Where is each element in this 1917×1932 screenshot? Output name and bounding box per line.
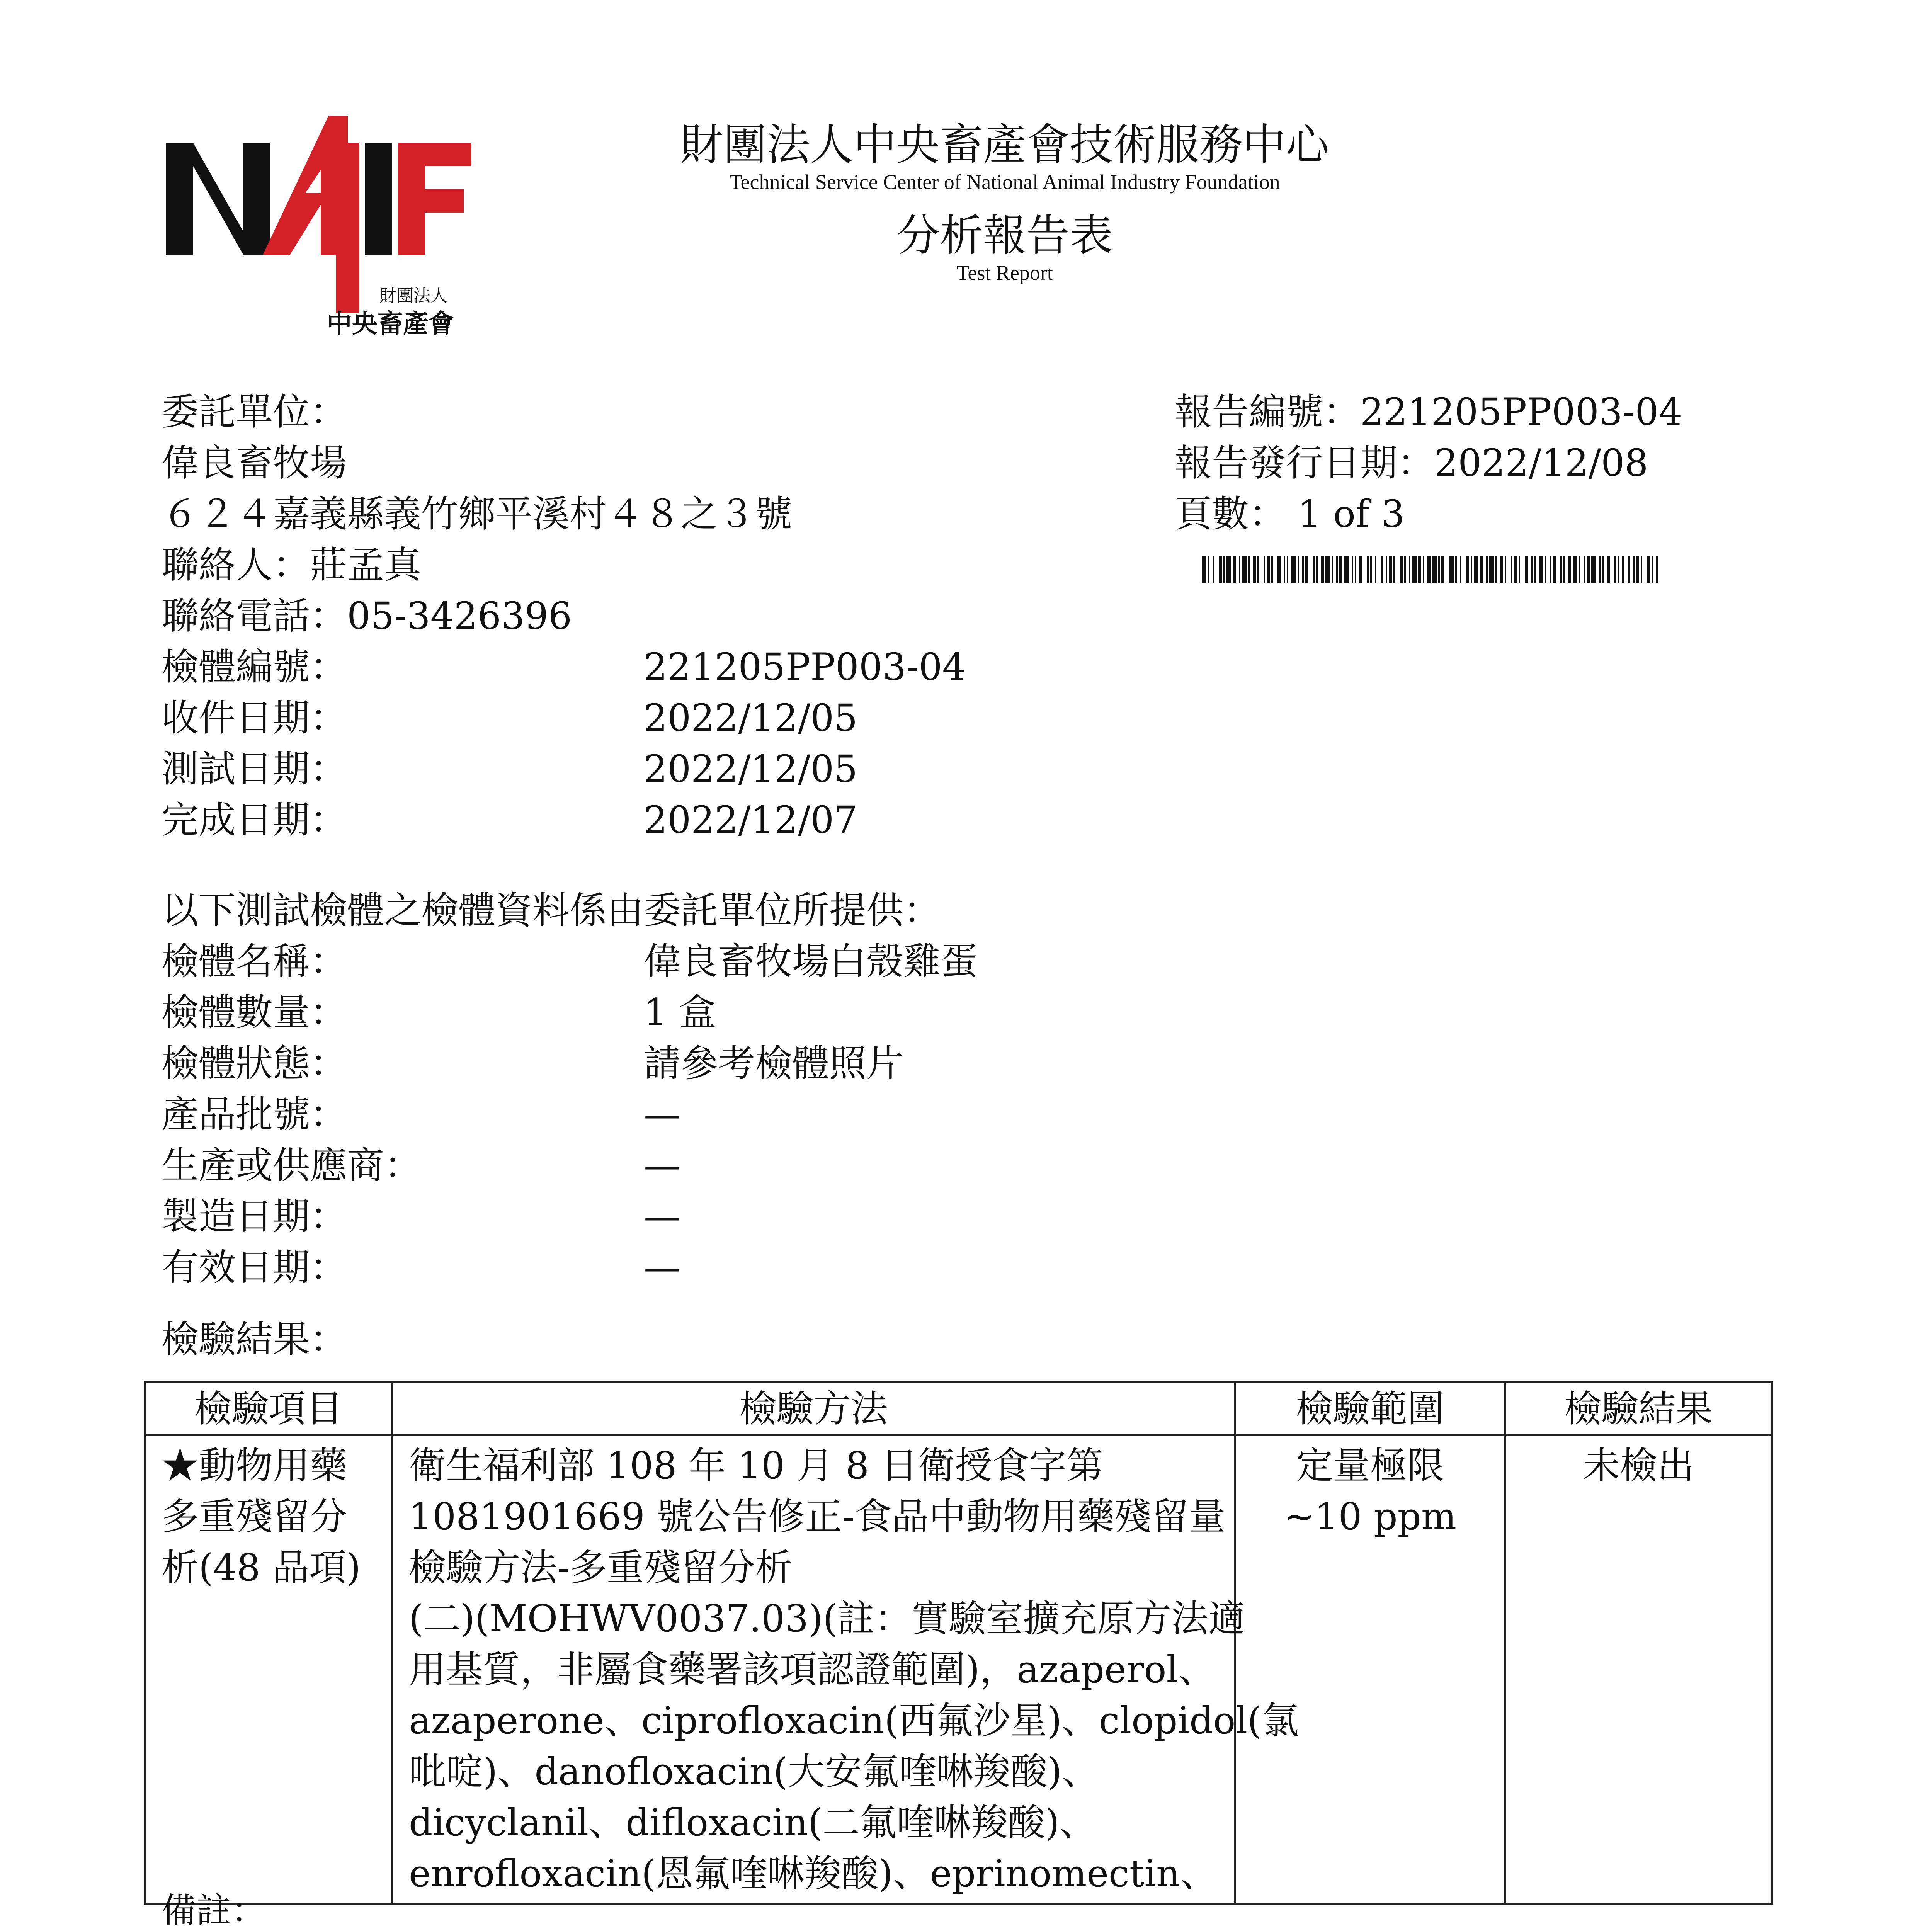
- field-label: 收件日期：: [162, 696, 347, 740]
- sample-field-row: [162, 1038, 1166, 1089]
- field-value: 221205PP003-04: [644, 645, 966, 689]
- field-label: 檢體數量：: [162, 991, 347, 1034]
- sample-field-row: [162, 1089, 1166, 1140]
- method-line: 檢驗方法-多重殘留分析: [409, 1546, 793, 1589]
- field-value: 請參考檢體照片: [644, 1042, 903, 1085]
- report-title-en: Test Report: [956, 261, 1053, 284]
- field-label: 測試日期：: [162, 747, 347, 791]
- client-phone: 聯絡電話：05-3426396: [162, 594, 572, 638]
- field-label: 製造日期：: [162, 1195, 347, 1238]
- table-header-row: [145, 1383, 1772, 1435]
- field-label: 有效日期：: [162, 1246, 347, 1289]
- org-name-zh: 財團法人中央畜產會技術服務中心: [680, 120, 1329, 170]
- field-value: —: [644, 1195, 681, 1238]
- org-name-en: Technical Service Center of National Animal Industry Foundation: [729, 170, 1280, 194]
- method-line: azaperone、ciprofloxacin(西氟沙星)、clopidol(氯: [409, 1699, 1299, 1742]
- method-line: (二)(MOHWV0037.03)(註：實驗室擴充原方法適: [409, 1597, 1245, 1640]
- method-line: enrofloxacin(恩氟喹啉羧酸)、eprinomectin、: [409, 1852, 1217, 1895]
- field-label: 檢體名稱：: [162, 940, 347, 983]
- field-value: 1 盒: [644, 991, 716, 1034]
- column-header: 檢驗方法: [393, 1383, 1235, 1435]
- report-number: 報告編號：221205PP003-04: [1175, 390, 1682, 434]
- method-line: 吡啶)、danofloxacin(大安氟喹啉羧酸)、: [409, 1750, 1099, 1793]
- method-line: 衛生福利部 108 年 10 月 8 日衛授食字第: [409, 1444, 1104, 1487]
- client-info: [162, 386, 1166, 845]
- method-line: dicyclanil、difloxacin(二氟喹啉羧酸)、: [409, 1801, 1097, 1844]
- client-address: ６２４嘉義縣義竹鄉平溪村４８之３號: [162, 492, 792, 536]
- field-value: —: [644, 1246, 681, 1289]
- sample-field-row: [162, 1242, 1166, 1293]
- column-header: 檢驗範圍: [1235, 1383, 1505, 1435]
- client-contact: 聯絡人：莊孟真: [162, 543, 421, 587]
- sample-field-row: [162, 936, 1166, 987]
- results-table: [144, 1381, 1773, 1905]
- naif-logo: [166, 116, 471, 344]
- field-label: 完成日期：: [162, 798, 347, 842]
- range-line: ~10 ppm: [1283, 1495, 1457, 1538]
- report-title-zh: 分析報告表: [896, 211, 1113, 261]
- client-label: 委託單位：: [162, 390, 347, 434]
- notes-label: 備註：: [162, 1890, 266, 1931]
- column-header: 檢驗項目: [145, 1383, 393, 1435]
- column-header: 檢驗結果: [1505, 1383, 1772, 1435]
- sample-field-row: [162, 987, 1166, 1038]
- sample-intro: 以下測試檢體之檢體資料係由委託單位所提供：: [162, 889, 941, 932]
- client-name: 偉良畜牧場: [162, 441, 347, 485]
- table-row: [145, 1435, 1772, 1904]
- sample-info: [162, 885, 1166, 1293]
- item-line: ★動物用藥: [162, 1444, 347, 1487]
- field-value: 2022/12/05: [644, 696, 858, 740]
- report-info: [1175, 386, 1832, 539]
- range-cell: [1235, 1435, 1505, 1904]
- result-cell: 未檢出: [1505, 1435, 1772, 1904]
- sample-field-row: [162, 1140, 1166, 1191]
- item-cell: [145, 1435, 393, 1904]
- item-line: 多重殘留分: [162, 1495, 347, 1538]
- received-date-row: [162, 692, 1166, 743]
- report-pages: 頁數： 1 of 3: [1175, 492, 1405, 536]
- field-value: —: [644, 1144, 681, 1187]
- sample-id-row: [162, 641, 1166, 692]
- field-label: 生產或供應商：: [162, 1144, 421, 1187]
- report-issue-date: 報告發行日期：2022/12/08: [1175, 441, 1648, 485]
- method-cell: [393, 1435, 1299, 1904]
- field-label: 檢體狀態：: [162, 1042, 347, 1085]
- field-value: 2022/12/05: [644, 747, 858, 791]
- item-line: 析(48 品項): [162, 1546, 361, 1589]
- completion-date-row: [162, 794, 1166, 845]
- field-value: —: [644, 1093, 681, 1136]
- method-line: 用基質，非屬食藥署該項認證範圍)，azaperol、: [409, 1648, 1216, 1691]
- field-value: 2022/12/07: [644, 798, 858, 842]
- logo-sub-large: 中央畜產會: [327, 309, 454, 338]
- method-line: 1081901669 號公告修正-食品中動物用藥殘留量: [409, 1495, 1226, 1538]
- results-heading: 檢驗結果：: [162, 1318, 347, 1361]
- sample-field-row: [162, 1191, 1166, 1242]
- logo-sub-small: 財團法人: [379, 286, 447, 306]
- range-line: 定量極限: [1296, 1444, 1444, 1487]
- field-value: 偉良畜牧場白殼雞蛋: [644, 940, 978, 983]
- barcode: [1202, 556, 1658, 583]
- test-date-row: [162, 743, 1166, 794]
- field-label: 檢體編號：: [162, 645, 347, 689]
- field-label: 產品批號：: [162, 1093, 347, 1136]
